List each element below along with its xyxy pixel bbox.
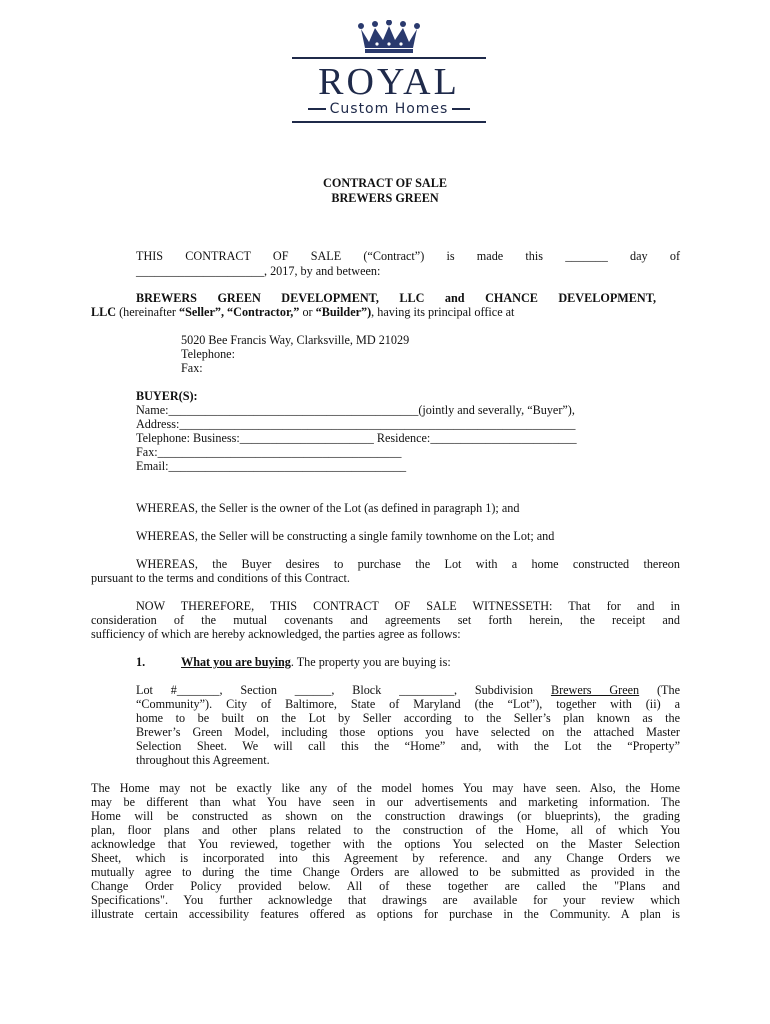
whereas-2: WHEREAS, the Seller will be constructing a single family townhome on the Lot; and — [136, 529, 555, 543]
body-line-6: Sheet, which is incorporated into this Agreement by reference. and any Change Orders we — [91, 851, 680, 865]
crown-icon — [357, 20, 421, 54]
section-1-number: 1. — [136, 655, 146, 669]
buyer-telephone-field: Telephone: Business:______________________ Residence:________________________ — [136, 431, 577, 445]
section-1-line-1 — [136, 683, 680, 697]
section-1-heading-text: What you are buying — [181, 655, 291, 669]
seller-builder: “Builder”) — [315, 305, 372, 319]
document-subtitle: BREWERS GREEN — [331, 191, 439, 205]
section-1-line-3: home to be built on the Lot by Seller according to the Seller’s plan known as the — [136, 711, 680, 725]
logo-tagline: Custom Homes — [329, 101, 449, 117]
section-1-line-2: “Community”). City of Baltimore, State of Maryland (the “Lot”), together with (ii) a — [136, 697, 680, 711]
section-1-line-5: Selection Sheet. We will call this the “Home” and, with the Lot the “Property” — [136, 739, 680, 753]
intro-line-2: _____________________, 2017, by and between: — [136, 264, 381, 278]
now-therefore-line-3: sufficiency of which are hereby acknowledged, the parties agree as follows: — [91, 627, 461, 641]
section-1-line-4: Brewer’s Green Model, including those options you have selected on the attached Master — [136, 725, 680, 739]
body-line-10: illustrate certain accessibility features offered as options for purchase in the Community. A plan is — [91, 907, 680, 921]
section-1-heading — [181, 655, 451, 669]
lot-fields: Lot #_______, Section ______, Block _________, Subdivision — [136, 683, 551, 697]
body-line-2: may be different than what You have seen in our advertisements and marketing information. The — [91, 795, 680, 809]
body-line-1: The Home may not be exactly like any of the model homes You may have seen. Also, the Home — [91, 781, 680, 795]
buyer-name-field: Name:_________________________________________(jointly and severally, “Buyer”), — [136, 403, 575, 417]
seller-terms: “Seller”, “Contractor,” — [179, 305, 300, 319]
buyer-fax-field: Fax:________________________________________ — [136, 445, 402, 459]
subdivision-name: Brewers Green — [550, 683, 640, 697]
seller-line-1: BREWERS GREEN DEVELOPMENT, LLC and CHANCE DEVELOPMENT, — [136, 291, 656, 305]
whereas-1: WHEREAS, the Seller is the owner of the Lot (as defined in paragraph 1); and — [136, 501, 520, 515]
community-open: (The — [639, 683, 680, 697]
body-line-9: Specifications". You further acknowledge that drawings are available for your review which — [91, 893, 680, 907]
now-therefore-line-2: consideration of the mutual covenants and agreements set forth herein, the receipt and — [91, 613, 680, 627]
seller-llc: LLC — [91, 305, 117, 319]
buyer-address-field: Address:_________________________________________________________________ — [136, 417, 576, 431]
logo-rule-bottom — [292, 121, 486, 123]
buyer-heading: BUYER(S): — [136, 389, 198, 403]
logo-rule-top — [292, 57, 486, 59]
seller-line-2 — [91, 305, 514, 319]
seller-or: or — [299, 305, 316, 319]
section-1-line-6: throughout this Agreement. — [136, 753, 270, 767]
logo-dash-right — [452, 108, 470, 110]
logo-brand: ROYAL — [318, 61, 460, 103]
seller-hereinafter: (hereinafter — [116, 305, 179, 319]
now-therefore-line-1: NOW THEREFORE, THIS CONTRACT OF SALE WITNESSETH: That for and in — [136, 599, 680, 613]
seller-office: , having its principal office at — [371, 305, 515, 319]
seller-fax: Fax: — [181, 361, 203, 375]
body-line-7: mutually agree to during the time Change Orders are allowed to be submitted as provided in the — [91, 865, 680, 879]
whereas-3-line-1: WHEREAS, the Buyer desires to purchase the Lot with a home constructed thereon — [136, 557, 680, 571]
body-line-8: Change Order Policy provided below. All of these together are called the "Plans and — [91, 879, 680, 893]
logo-dash-left — [308, 108, 326, 110]
document-title: CONTRACT OF SALE — [323, 176, 447, 190]
logo-tagline-row — [290, 100, 488, 118]
body-line-3: Home will be constructed as shown on the construction drawings (or blueprints), the grading — [91, 809, 680, 823]
body-line-4: plan, floor plans and other plans related to the construction of the Home, all of which You — [91, 823, 680, 837]
seller-telephone: Telephone: — [181, 347, 235, 361]
section-1-heading-rest: . The property you are buying is: — [290, 655, 451, 669]
body-line-5: acknowledge that You reviewed, together with the options You selected on the Master Selection — [91, 837, 680, 851]
seller-address: 5020 Bee Francis Way, Clarksville, MD 21029 — [181, 333, 410, 347]
company-logo — [290, 20, 488, 125]
buyer-email-field: Email:_______________________________________ — [136, 459, 407, 473]
intro-line-1: THIS CONTRACT OF SALE (“Contract”) is made this _______ day of — [136, 249, 680, 263]
whereas-3-line-2: pursuant to the terms and conditions of this Contract. — [91, 571, 350, 585]
